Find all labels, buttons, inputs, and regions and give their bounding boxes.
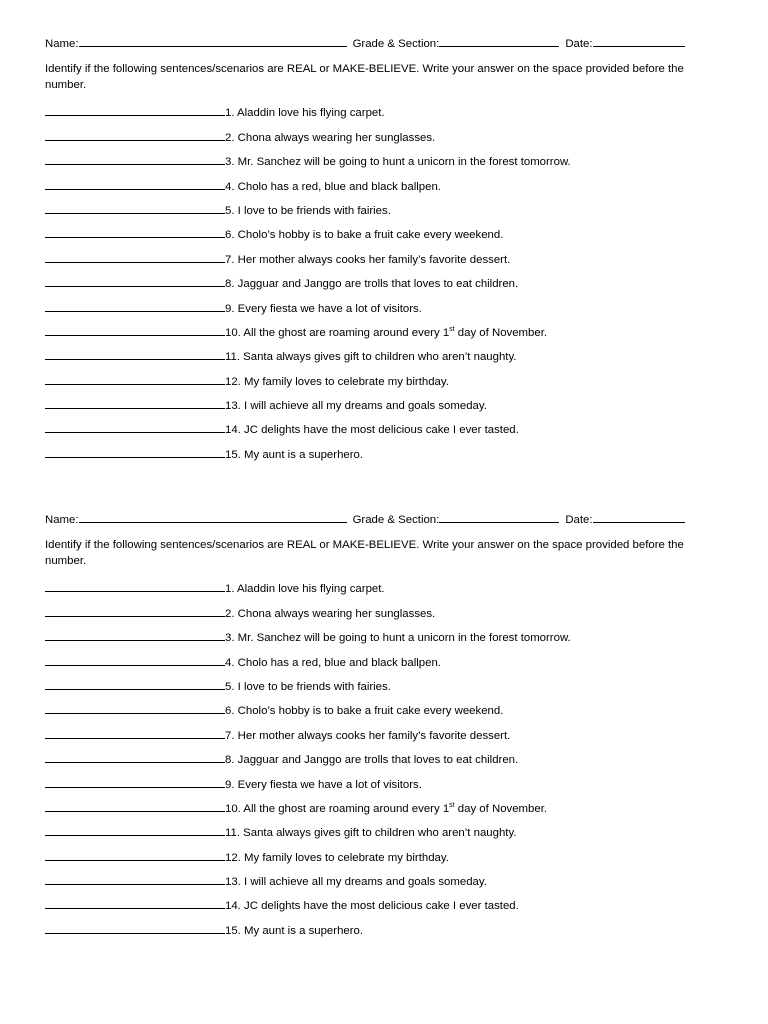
item-text: 13. I will achieve all my dreams and goals someday.: [225, 400, 487, 413]
grade-section-label: Grade & Section:: [352, 38, 440, 50]
grade-section-blank[interactable]: [439, 35, 559, 47]
list-item: [45, 776, 715, 800]
list-item: [45, 897, 715, 921]
list-item: [45, 824, 715, 848]
item-text: [225, 801, 547, 817]
ordinal-suffix: st: [449, 802, 455, 810]
answer-blank[interactable]: [45, 226, 225, 238]
name-blank[interactable]: [79, 511, 347, 523]
answer-blank[interactable]: [45, 629, 225, 641]
list-item: [45, 629, 715, 653]
item-text: 7. Her mother always cooks her family’s favorite dessert.: [225, 729, 511, 742]
list-item: [45, 300, 715, 324]
item-text: 15. My aunt is a superhero.: [225, 924, 364, 937]
list-item: [45, 751, 715, 775]
item-text: 12. My family loves to celebrate my birthday.: [225, 851, 449, 864]
list-item: [45, 324, 715, 348]
list-item: [45, 727, 715, 751]
item-text: 1. Aladdin love his flying carpet.: [225, 583, 385, 596]
item-text-part: 10. All the ghost are roaming around every 1: [225, 802, 450, 815]
date-label: Date:: [565, 514, 593, 526]
answer-blank[interactable]: [45, 202, 225, 214]
item-text: 5. I love to be friends with fairies.: [225, 204, 391, 217]
item-text: 2. Chona always wearing her sunglasses.: [225, 131, 436, 144]
list-item: [45, 178, 715, 202]
list-item: [45, 202, 715, 226]
answer-blank[interactable]: [45, 678, 225, 690]
item-text: 9. Every fiesta we have a lot of visitors.: [225, 302, 422, 315]
item-text-part: 10. All the ghost are roaming around every 1: [225, 326, 450, 339]
answer-blank[interactable]: [45, 824, 225, 836]
answer-blank[interactable]: [45, 251, 225, 263]
item-text: 5. I love to be friends with fairies.: [225, 680, 391, 693]
answer-blank[interactable]: [45, 178, 225, 190]
answer-blank[interactable]: [45, 397, 225, 409]
item-text: 14. JC delights have the most delicious cake I ever tasted.: [225, 424, 519, 437]
item-text: 9. Every fiesta we have a lot of visitors.: [225, 778, 422, 791]
list-item: [45, 654, 715, 678]
answer-blank[interactable]: [45, 873, 225, 885]
item-text: 3. Mr. Sanchez will be going to hunt a unicorn in the forest tomorrow.: [225, 156, 571, 169]
list-item: [45, 678, 715, 702]
list-item: [45, 397, 715, 421]
worksheet-bottom: [45, 511, 715, 946]
worksheet-header: [45, 511, 715, 527]
date-blank[interactable]: [593, 35, 685, 47]
item-text-part: day of November.: [454, 326, 548, 339]
answer-blank[interactable]: [45, 373, 225, 385]
worksheet-top: [45, 35, 715, 470]
answer-blank[interactable]: [45, 104, 225, 116]
answer-blank[interactable]: [45, 275, 225, 287]
answer-blank[interactable]: [45, 605, 225, 617]
instructions: Identify if the following sentences/scenarios are REAL or MAKE-BELIEVE. Write your answer on the space provided before the number.: [45, 63, 684, 91]
ordinal-suffix: st: [449, 326, 455, 334]
list-item: [45, 800, 715, 824]
item-text: 4. Cholo has a red, blue and black ballpen.: [225, 180, 441, 193]
item-text: 12. My family loves to celebrate my birthday.: [225, 375, 449, 388]
item-text: 6. Cholo’s hobby is to bake a fruit cake every weekend.: [225, 229, 504, 242]
item-text: 11. Santa always gives gift to children who aren’t naughty.: [225, 351, 517, 364]
item-text: 4. Cholo has a red, blue and black ballpen.: [225, 656, 441, 669]
answer-blank[interactable]: [45, 654, 225, 666]
list-item: [45, 153, 715, 177]
answer-blank[interactable]: [45, 129, 225, 141]
list-item: [45, 104, 715, 128]
answer-blank[interactable]: [45, 324, 225, 336]
date-label: Date:: [565, 38, 593, 50]
item-text: 6. Cholo’s hobby is to bake a fruit cake every weekend.: [225, 705, 504, 718]
list-item: [45, 702, 715, 726]
grade-section-blank[interactable]: [439, 511, 559, 523]
answer-blank[interactable]: [45, 751, 225, 763]
name-label: Name:: [45, 514, 79, 526]
item-text: 2. Chona always wearing her sunglasses.: [225, 607, 436, 620]
item-text: 7. Her mother always cooks her family’s favorite dessert.: [225, 253, 511, 266]
item-text: 8. Jagguar and Janggo are trolls that loves to eat children.: [225, 278, 519, 291]
answer-blank[interactable]: [45, 348, 225, 360]
item-text: 13. I will achieve all my dreams and goals someday.: [225, 876, 487, 889]
list-item: [45, 605, 715, 629]
answer-blank[interactable]: [45, 153, 225, 165]
answer-blank[interactable]: [45, 776, 225, 788]
item-text: 11. Santa always gives gift to children who aren’t naughty.: [225, 827, 517, 840]
answer-blank[interactable]: [45, 922, 225, 934]
item-text-part: day of November.: [454, 802, 548, 815]
item-text: 14. JC delights have the most delicious cake I ever tasted.: [225, 900, 519, 913]
answer-blank[interactable]: [45, 800, 225, 812]
answer-blank[interactable]: [45, 300, 225, 312]
answer-blank[interactable]: [45, 897, 225, 909]
item-text: 1. Aladdin love his flying carpet.: [225, 107, 385, 120]
answer-blank[interactable]: [45, 727, 225, 739]
item-list: [45, 580, 715, 946]
answer-blank[interactable]: [45, 421, 225, 433]
name-label: Name:: [45, 38, 79, 50]
list-item: [45, 922, 715, 946]
name-blank[interactable]: [79, 35, 347, 47]
list-item: [45, 446, 715, 470]
answer-blank[interactable]: [45, 580, 225, 592]
list-item: [45, 873, 715, 897]
answer-blank[interactable]: [45, 702, 225, 714]
worksheet-header: [45, 35, 715, 51]
answer-blank[interactable]: [45, 446, 225, 458]
item-text: 3. Mr. Sanchez will be going to hunt a unicorn in the forest tomorrow.: [225, 632, 571, 645]
list-item: [45, 251, 715, 275]
list-item: [45, 348, 715, 372]
list-item: [45, 226, 715, 250]
grade-section-label: Grade & Section:: [352, 514, 440, 526]
list-item: [45, 373, 715, 397]
list-item: [45, 849, 715, 873]
item-text: 8. Jagguar and Janggo are trolls that loves to eat children.: [225, 754, 519, 767]
list-item: [45, 275, 715, 299]
list-item: [45, 129, 715, 153]
answer-blank[interactable]: [45, 849, 225, 861]
list-item: [45, 580, 715, 604]
item-list: [45, 104, 715, 470]
list-item: [45, 421, 715, 445]
item-text: 15. My aunt is a superhero.: [225, 448, 364, 461]
item-text: [225, 325, 547, 341]
date-blank[interactable]: [593, 511, 685, 523]
instructions: Identify if the following sentences/scenarios are REAL or MAKE-BELIEVE. Write your answer on the space provided before the number.: [45, 539, 684, 567]
